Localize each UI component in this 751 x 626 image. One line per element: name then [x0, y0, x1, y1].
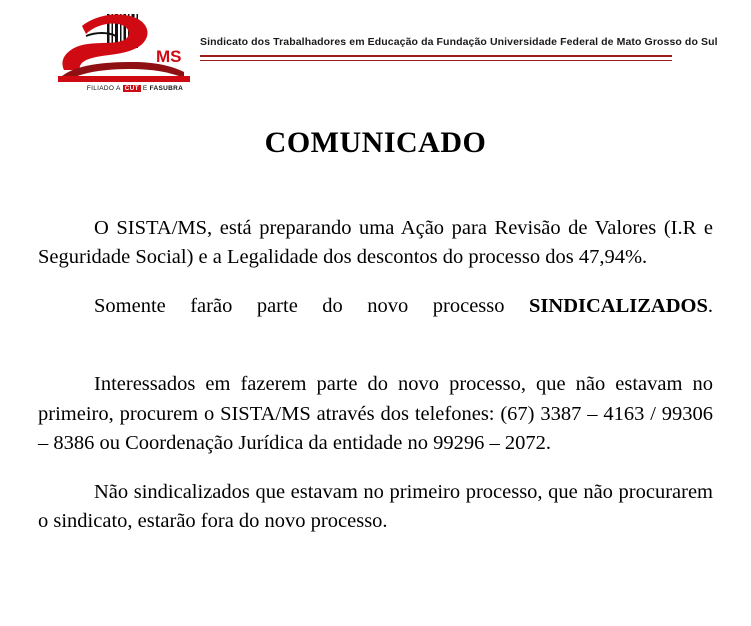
- paragraph-3: Interessados em fazerem parte do novo processo, que não estavam no primeiro, procurem o SISTA/MS através dos telefones: (67) 3387 – 4163 / 99306 – 8386 ou Coordenação Jurídica da entidade no 99296 – 2072.: [38, 373, 713, 454]
- page-title: COMUNICADO: [264, 126, 487, 159]
- cut-badge: CUT: [124, 85, 139, 92]
- sista-logo: [52, 12, 202, 94]
- paragraph-2-emphasis: SINDICALIZADOS: [529, 295, 708, 318]
- letterhead: [0, 0, 751, 92]
- document-body: [38, 214, 713, 536]
- paragraph-2: [38, 292, 713, 350]
- fasubra-label: FASUBRA: [149, 85, 184, 92]
- paragraph-2-lead: Somente farão parte do novo processo: [94, 295, 530, 318]
- header-rule-bottom: [200, 60, 672, 61]
- paragraph-1: O SISTA/MS, está preparando uma Ação para Revisão de Valores (I.R e Seguridade Social) e a Legalidade dos descontos do processo dos 47,94%.: [38, 217, 713, 269]
- header-rule-top: [200, 55, 672, 57]
- filiado-prefix: FILIADO A: [86, 85, 121, 92]
- affiliation-bar: [74, 82, 196, 94]
- organization-name: Sindicato dos Trabalhadores em Educação da Fundação Universidade Federal de Mato Grosso do Sul: [200, 36, 718, 48]
- paragraph-2-tail: .: [707, 295, 713, 318]
- paragraph-4: Não sindicalizados que estavam no primeiro processo, que não procurarem o sindicato, estarão fora do novo processo.: [38, 480, 713, 532]
- filiado-conj: E: [142, 85, 148, 92]
- svg-text:MS: MS: [156, 47, 182, 66]
